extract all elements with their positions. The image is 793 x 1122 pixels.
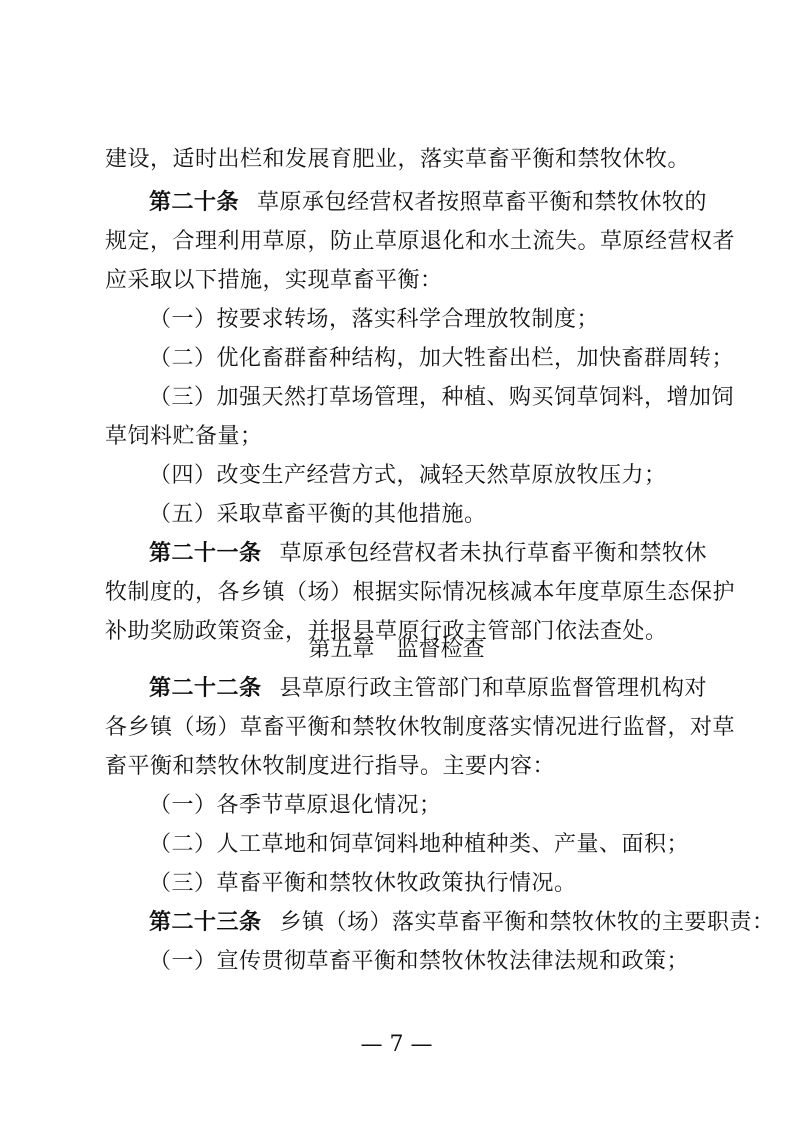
article-text: 草原承包经营权者未执行草畜平衡和禁牧休 [279, 541, 708, 566]
list-item: （一）按要求转场，落实科学合理放牧制度； [149, 307, 600, 332]
list-item: （三）草畜平衡和禁牧休牧政策执行情况。 [149, 871, 577, 896]
article-text: 乡镇（场）落实草畜平衡和禁牧休牧的主要职责： [279, 910, 775, 935]
article-number: 第二十条 [149, 190, 240, 215]
article-number: 第二十三条 [149, 910, 262, 935]
text-line: 补助奖励政策资金，并报县草原行政主管部门依法查处。 [105, 619, 668, 644]
list-item: （一）各季节草原退化情况； [149, 793, 442, 818]
article-text: 县草原行政主管部门和草原监督管理机构对 [279, 676, 708, 701]
article-text: 草原承包经营权者按照草畜平衡和禁牧休牧的 [257, 190, 708, 215]
list-item: （二）优化畜群畜种结构，加大牲畜出栏，加快畜群周转； [149, 346, 735, 371]
list-item: （三）加强天然打草场管理，种植、购买饲草饲料，增加饲 [149, 385, 735, 410]
article-23-line-1 [149, 905, 775, 941]
article-number: 第二十二条 [149, 676, 262, 701]
chapter-heading: 第五章 监督检查 [308, 637, 485, 662]
text-line: 规定，合理利用草原，防止草原退化和水土流失。草原经营权者 [105, 229, 736, 254]
article-number: 第二十一条 [149, 541, 262, 566]
list-item: （四）改变生产经营方式，减轻天然草原放牧压力； [149, 463, 667, 488]
text-line: 畜平衡和禁牧休牧制度进行指导。主要内容： [105, 754, 556, 779]
article-21-line-1 [149, 536, 708, 572]
article-22-line-1 [149, 671, 708, 707]
list-item: （二）人工草地和饲草饲料地种植种类、产量、面积； [149, 832, 690, 857]
text-line: 牧制度的，各乡镇（场）根据实际情况核减本年度草原生态保护 [105, 580, 736, 605]
text-line: 应采取以下措施，实现草畜平衡： [105, 268, 443, 293]
list-item: （一）宣传贯彻草畜平衡和禁牧休牧法律法规和政策； [149, 949, 690, 974]
article-20-line-1 [149, 185, 708, 221]
text-line: 各乡镇（场）草畜平衡和禁牧休牧制度落实情况进行监督，对草 [105, 715, 736, 740]
list-item: （五）采取草畜平衡的其他措施。 [149, 502, 487, 527]
text-line: 草饲料贮备量； [105, 424, 263, 449]
page-number: — 7 — [360, 1032, 433, 1057]
text-line: 建设，适时出栏和发展育肥业，落实草畜平衡和禁牧休牧。 [105, 147, 691, 172]
